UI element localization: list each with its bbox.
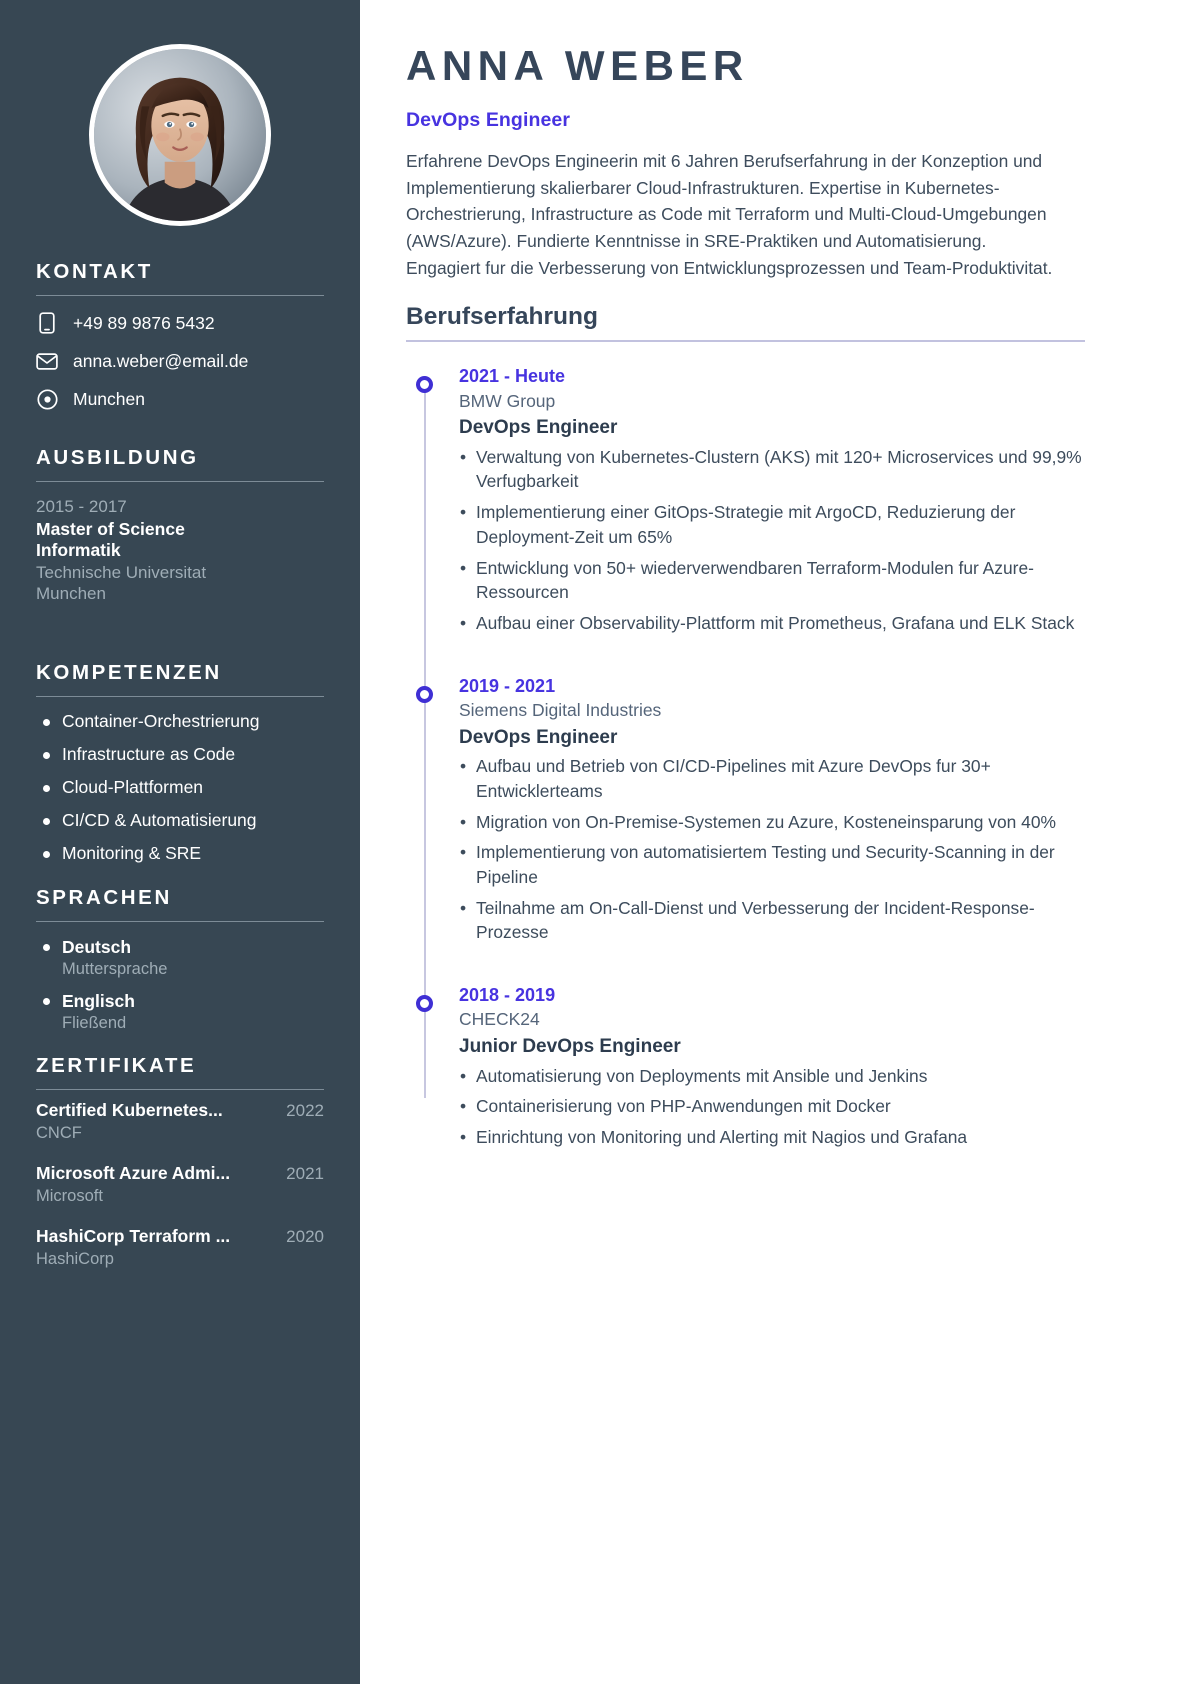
experience-bullets — [459, 754, 1085, 945]
list-item: • Implementierung von automatisiertem Testing und Security-Scanning in der Pipeline — [459, 840, 1085, 889]
list-item: • Automatisierung von Deployments mit Ansible und Jenkins — [459, 1064, 1085, 1089]
timeline-dot-icon — [416, 995, 433, 1012]
skills-list — [36, 711, 324, 864]
education-degree: Master of Science — [36, 518, 185, 539]
list-item: • Entwicklung von 50+ wiederverwendbaren Terraform-Modulen fur Azure-Ressourcen — [459, 556, 1085, 605]
portrait-photo-icon — [94, 49, 266, 221]
language-name: Deutsch — [62, 936, 132, 957]
education-item — [36, 496, 324, 605]
skills-heading: KOMPETENZEN — [36, 660, 222, 684]
certificate-name: HashiCorp Terraform ... — [36, 1226, 231, 1247]
certificate-name: Microsoft Azure Admi... — [36, 1163, 231, 1184]
certificate-name: Certified Kubernetes... — [36, 1100, 223, 1121]
contact-divider — [36, 295, 324, 296]
experience-date: 2019 - 2021 — [459, 675, 556, 696]
list-item: Container-Orchestrierung — [36, 711, 324, 732]
list-item: • Einrichtung von Monitoring und Alerting mit Nagios und Grafana — [459, 1125, 1085, 1150]
experience-date: 2018 - 2019 — [459, 985, 556, 1006]
page-title: ANNA WEBER — [406, 42, 749, 89]
education-date: 2015 - 2017 — [36, 497, 127, 516]
experience-timeline — [406, 364, 1085, 1150]
experience-company: CHECK24 — [459, 1009, 540, 1030]
language-level: Fließend — [62, 1013, 127, 1032]
experience-section-divider — [406, 340, 1085, 342]
certificate-year: 2022 — [286, 1101, 324, 1121]
job-title: DevOps Engineer — [406, 109, 571, 132]
certificates-divider — [36, 1089, 324, 1090]
list-item: • Verwaltung von Kubernetes-Clustern (AKS) mit 120+ Microservices und 99,9% Verfugbarkeit — [459, 445, 1085, 494]
list-item — [36, 1226, 324, 1271]
contact-heading: KONTAKT — [36, 260, 153, 283]
list-item: Infrastructure as Code — [36, 744, 324, 765]
email-icon — [36, 350, 58, 372]
education-school-line-1: Technische Universitat — [36, 562, 207, 582]
list-item — [459, 364, 1085, 635]
experience-role: Junior DevOps Engineer — [459, 1036, 681, 1058]
skills-divider — [36, 696, 324, 697]
list-item: • Aufbau einer Observability-Plattform mit Prometheus, Grafana und ELK Stack — [459, 611, 1085, 636]
certificates-heading: ZERTIFIKATE — [36, 1054, 197, 1078]
list-item: • Aufbau und Betrieb von CI/CD-Pipelines mit Azure DevOps fur 30+ Entwicklerteams — [459, 754, 1085, 803]
list-item — [36, 1163, 324, 1208]
sidebar — [0, 0, 360, 1684]
list-item — [36, 936, 324, 980]
avatar-container — [0, 0, 360, 226]
contact-location-row[interactable] — [36, 386, 324, 412]
experience-bullets — [459, 445, 1085, 636]
certificate-year: 2021 — [286, 1164, 324, 1184]
profile-summary: Erfahrene DevOps Engineerin mit 6 Jahren Berufserfahrung in der Konzeption und Implementierung skalierbarer Cloud-Infrastrukturen. Expertise in Kubernetes-Orchestrierung, Infrastructure as Code mit Terraform und Multi-Cloud-Umgebungen (AWS/Azure). Fundierte Kenntnisse in SRE-Praktiken und Automatisierung. Engagiert fur die Verbesserung von Entwicklungsprozessen und Team-Produktivitat. — [406, 151, 1053, 278]
avatar — [89, 44, 271, 226]
experience-company: Siemens Digital Industries — [459, 699, 662, 720]
education-heading: AUSBILDUNG — [36, 446, 199, 469]
phone-icon — [36, 312, 58, 334]
experience-role: DevOps Engineer — [459, 726, 618, 748]
location-pin-icon — [36, 388, 58, 410]
experience-date: 2021 - Heute — [459, 366, 566, 387]
experience-bullets — [459, 1064, 1085, 1150]
certificate-year: 2020 — [286, 1227, 324, 1247]
experience-section-heading: Berufserfahrung — [406, 303, 598, 331]
list-item: • Containerisierung von PHP-Anwendungen mit Docker — [459, 1094, 1085, 1119]
certificate-issuer: Microsoft — [36, 1187, 103, 1205]
education-school-line-2: Munchen — [36, 584, 106, 604]
experience-role: DevOps Engineer — [459, 417, 618, 439]
languages-list — [36, 936, 324, 1034]
experience-company: BMW Group — [459, 390, 556, 411]
languages-heading: SPRACHEN — [36, 885, 172, 909]
education-field: Informatik — [36, 540, 121, 561]
list-item: Cloud-Plattformen — [36, 777, 324, 798]
list-item — [36, 990, 324, 1034]
certificate-issuer: HashiCorp — [36, 1249, 114, 1268]
education-divider — [36, 481, 324, 482]
language-level: Muttersprache — [62, 959, 168, 978]
list-item — [36, 1100, 324, 1145]
list-item: CI/CD & Automatisierung — [36, 810, 324, 831]
list-item — [459, 674, 1085, 945]
certificate-issuer: CNCF — [36, 1124, 82, 1143]
contact-phone-row[interactable] — [36, 310, 324, 336]
list-item: • Migration von On-Premise-Systemen zu Azure, Kosteneinsparung von 40% — [459, 810, 1085, 835]
contact-phone-value: +49 89 9876 5432 — [73, 312, 215, 333]
main-content — [360, 0, 1190, 1684]
timeline-dot-icon — [416, 376, 433, 393]
language-name: Englisch — [62, 990, 135, 1011]
languages-divider — [36, 921, 324, 922]
list-item: Monitoring & SRE — [36, 843, 324, 864]
contact-location-value: Munchen — [73, 388, 145, 409]
timeline-dot-icon — [416, 686, 433, 703]
contact-email-row[interactable] — [36, 348, 324, 374]
list-item — [459, 983, 1085, 1150]
list-item: • Implementierung einer GitOps-Strategie mit ArgoCD, Reduzierung der Deployment-Zeit um 65% — [459, 500, 1085, 549]
contact-email-value: anna.weber@email.de — [73, 350, 249, 371]
list-item: • Teilnahme am On-Call-Dienst und Verbesserung der Incident-Response-Prozesse — [459, 896, 1085, 945]
